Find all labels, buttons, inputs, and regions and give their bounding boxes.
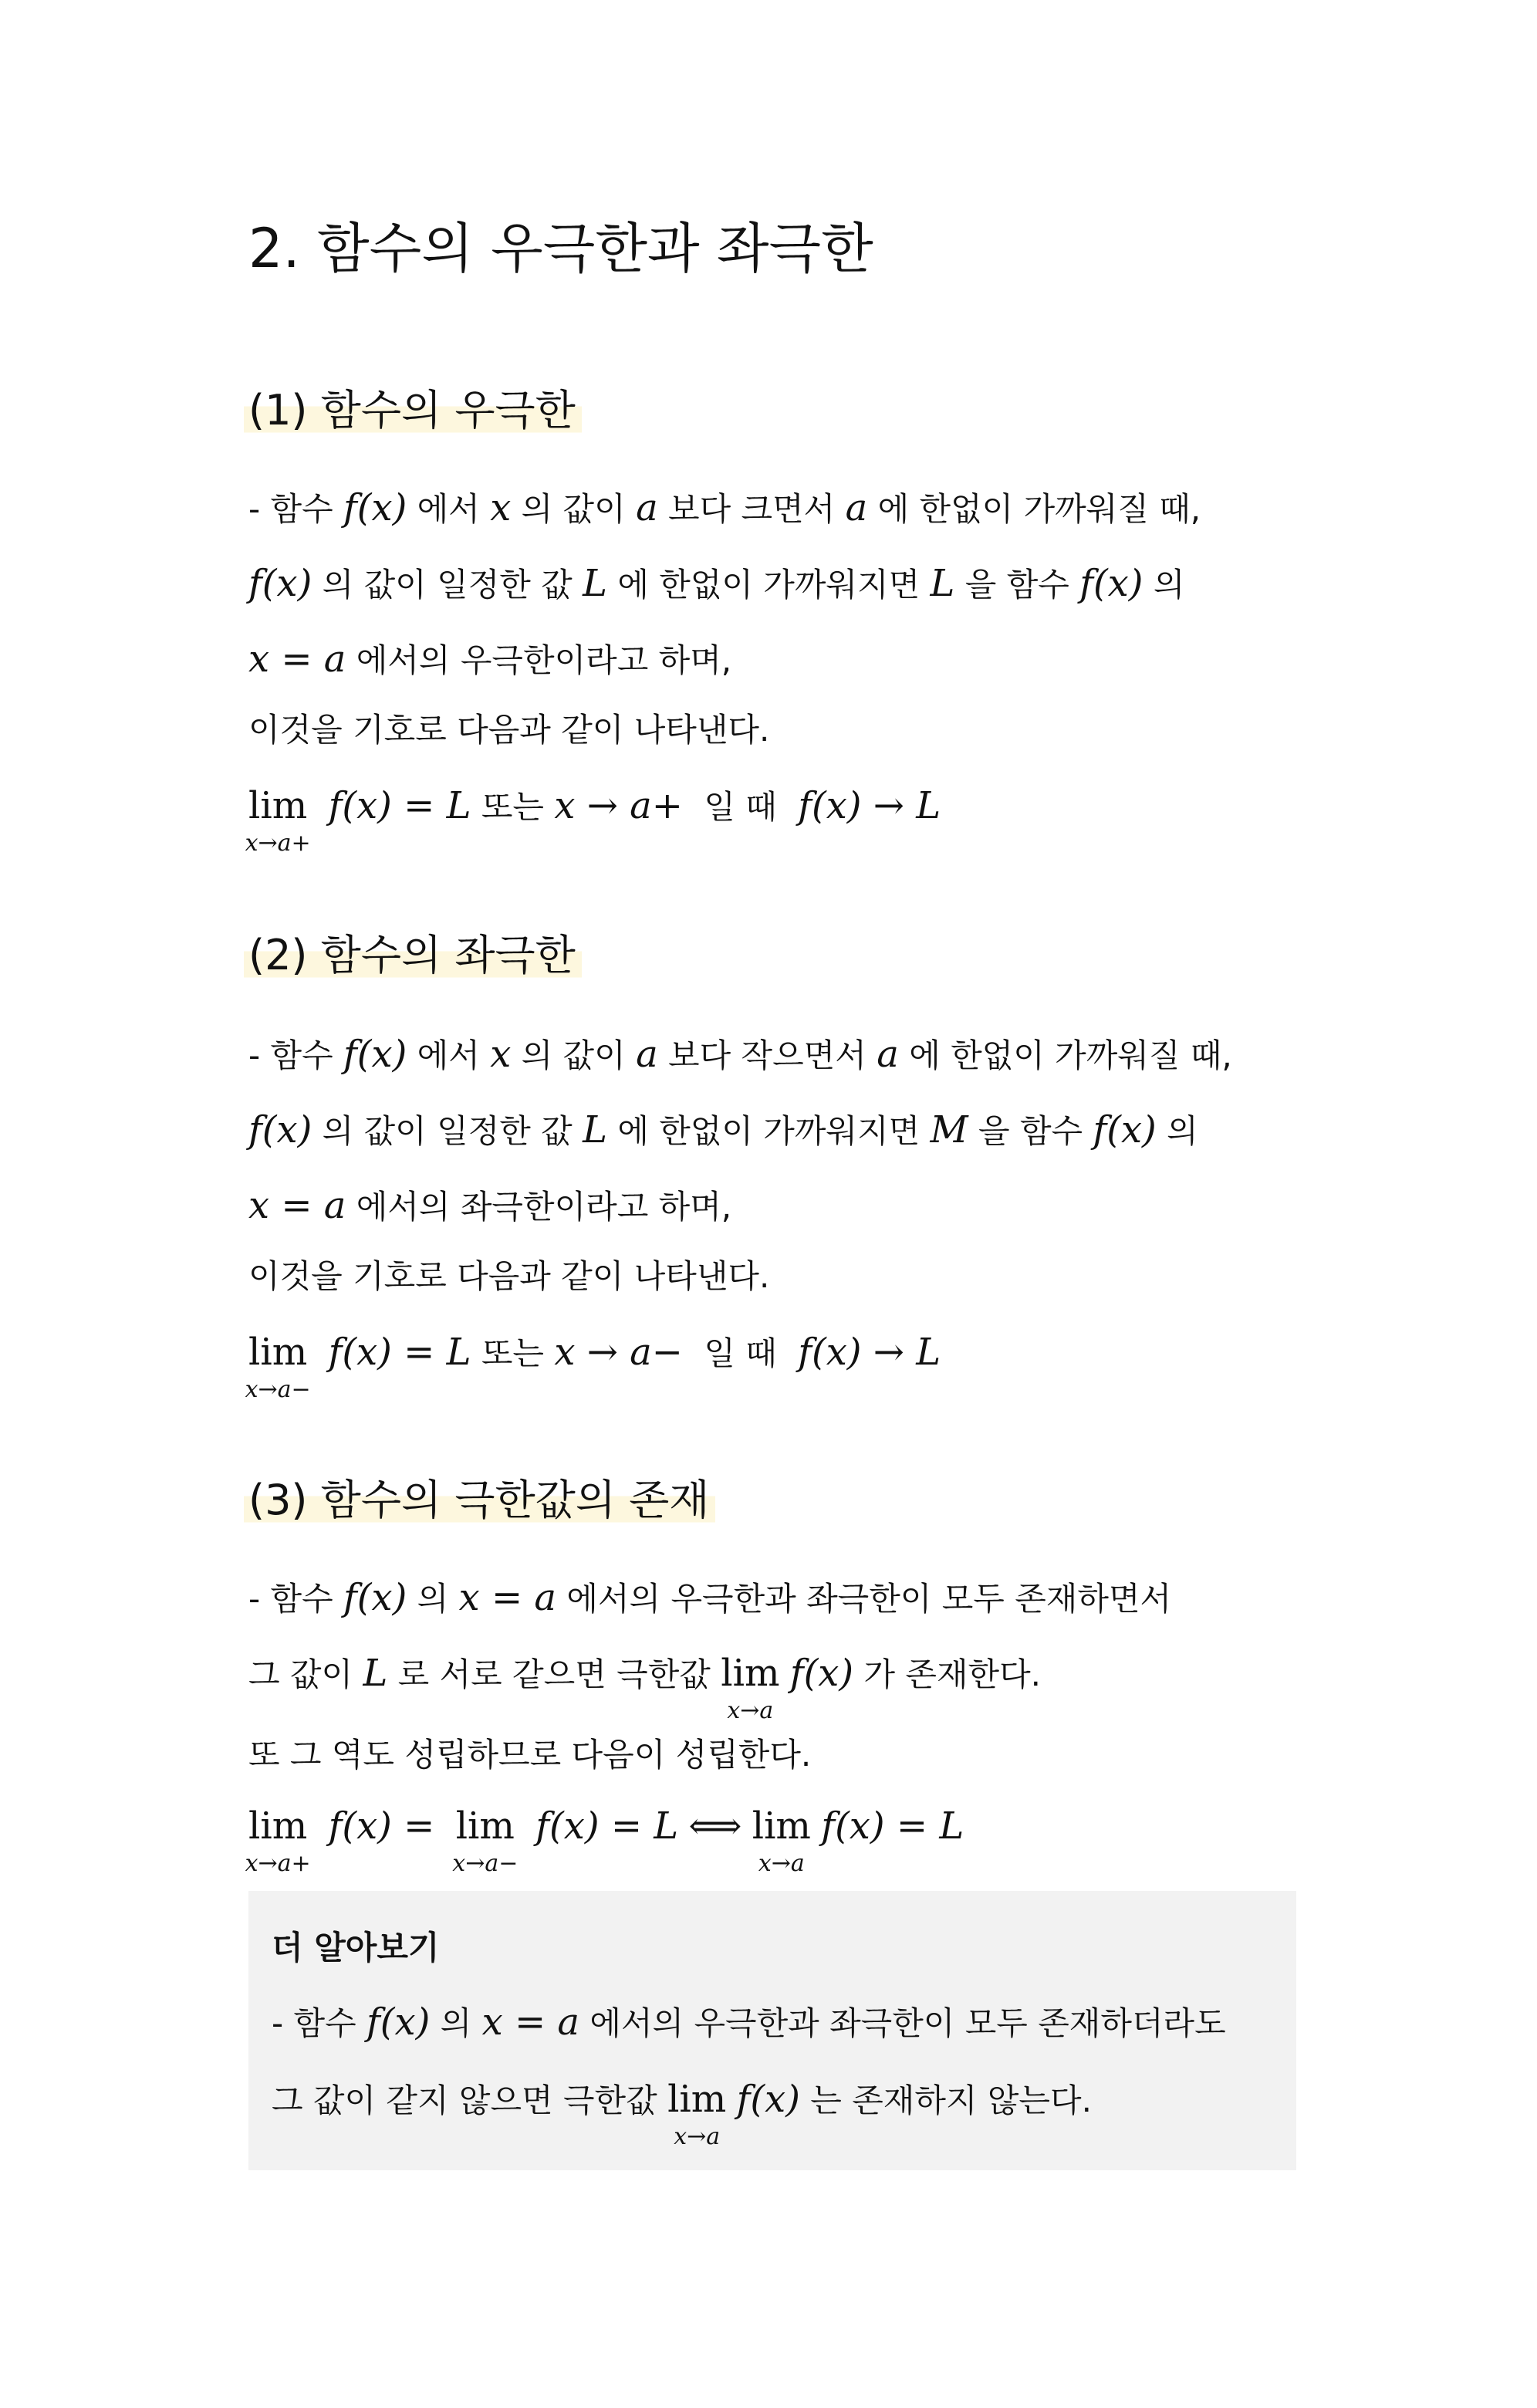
page-title: 2. 함수의 우극한과 좌극한	[248, 217, 873, 280]
section-1-heading: (1) 함수의 우극한	[248, 383, 591, 438]
s3-line-1: - 함수 f(x) 의 x = a 에서의 우극한과 좌극한이 모두 존재하면서	[248, 1576, 1172, 1619]
s2-line-1: - 함수 f(x) 에서 x 의 값이 a 보다 작으면서 a 에 한없이 가까워질 때,	[248, 1033, 1232, 1076]
s2-line-4: 이것을 기호로 다음과 같이 나타낸다.	[248, 1257, 770, 1295]
section-3-heading: (3) 함수의 극한값의 존재	[248, 1473, 725, 1528]
s1-line-4: 이것을 기호로 다음과 같이 나타낸다.	[248, 711, 770, 749]
limit-operator: lim x→a+	[245, 784, 311, 857]
s2-line-2: f(x) 의 값이 일정한 값 L 에 한없이 가까워지면 M 을 함수 f(x) 의	[248, 1108, 1198, 1152]
s2-line-3: x = a 에서의 좌극한이라고 하며,	[248, 1184, 732, 1227]
limit-operator: lim x→a	[752, 1804, 811, 1877]
limit-operator: lim x→a	[721, 1652, 780, 1724]
s2-formula: lim x→a− f(x) = L 또는 x → a− 일 때 f(x) → L	[245, 1331, 941, 1403]
s1-line-1: - 함수 f(x) 에서 x 의 값이 a 보다 크면서 a 에 한없이 가까워질 때,	[248, 486, 1201, 529]
callout-line-1: - 함수 f(x) 의 x = a 에서의 우극한과 좌극한이 모두 존재하더라도	[272, 2000, 1226, 2044]
callout-box	[248, 1891, 1296, 2170]
limit-operator: lim x→a	[667, 2078, 727, 2150]
s3-formula: lim x→a+ f(x) = lim x→a− f(x) = L ⟺ lim x→a f(x) = L	[245, 1804, 964, 1877]
s1-line-3: x = a 에서의 우극한이라고 하며,	[248, 638, 732, 681]
s1-formula: lim x→a+ f(x) = L 또는 x → a+ 일 때 f(x) → L	[245, 784, 941, 857]
limit-operator: lim x→a−	[452, 1804, 519, 1877]
s3-line-3: 또 그 역도 성립하므로 다음이 성립한다.	[248, 1736, 812, 1774]
callout-title: 더 알아보기	[272, 1929, 440, 1967]
s1-line-2: f(x) 의 값이 일정한 값 L 에 한없이 가까워지면 L 을 함수 f(x) 의	[248, 562, 1185, 605]
section-2-heading: (2) 함수의 좌극한	[248, 928, 591, 983]
limit-operator: lim x→a+	[245, 1804, 311, 1877]
callout-line-2: 그 값이 같지 않으면 극한값 lim x→a f(x) 는 존재하지 않는다.	[272, 2078, 1092, 2150]
s3-line-2: 그 값이 L 로 서로 같으면 극한값 lim x→a f(x) 가 존재한다.	[248, 1652, 1042, 1724]
limit-operator: lim x→a−	[245, 1331, 311, 1403]
